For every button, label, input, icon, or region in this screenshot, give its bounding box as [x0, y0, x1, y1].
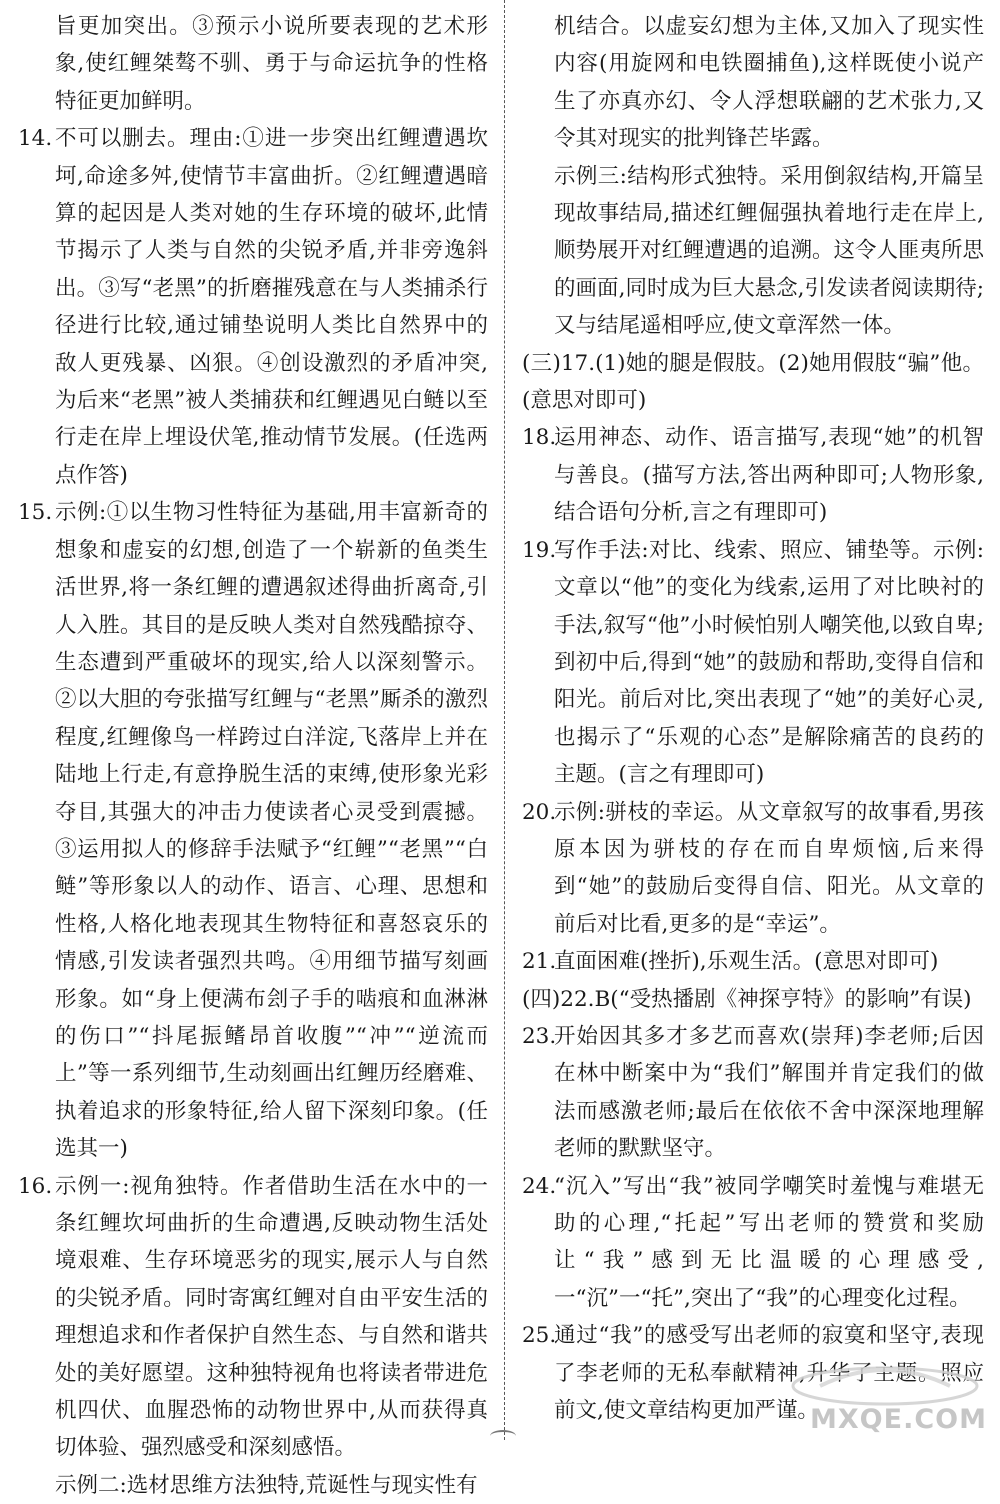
- answer-text: B(“受热播剧《神探亨特》的影响”有误): [594, 986, 972, 1012]
- answer-text: 示例:骈枝的幸运。从文章叙写的故事看,男孩原本因为骈枝的存在而自卑烦恼,后来得到“她”的鼓励后变得自信、阳光。从文章的前后对比看,更多的是“幸运”。: [554, 799, 984, 937]
- answer-text: 示例三:结构形式独特。采用倒叙结构,开篇呈现故事结局,描述红鲤倔强执着地行走在岸上,顺势展开对红鲤遭遇的追溯。这令人匪夷所思的画面,同时成为巨大悬念,引发读者阅读期待;又与结尾遥相呼应,使文章浑然一体。: [554, 163, 985, 339]
- question-number: 25.: [522, 1323, 557, 1349]
- question-number: 15.: [18, 500, 53, 526]
- answer-text: 示例:①以生物习性特征为基础,用丰富新奇的想象和虚妄的幻想,创造了一个崭新的鱼类生活世界,将一条红鲤的遭遇叙述得曲折离奇,引人入胜。其目的是反映人类对自然残酷掠夺、生态遭到严重破坏的现实,给人以深刻警示。②以大胆的夸张描写红鲤与“老黑”厮杀的激烈程度,红鲤像鸟一样跨过白洋淀,飞落岸上并在陆地上行走,有意挣脱生活的束缚,使形象光彩夺目,其强大的冲击力使读者心灵受到震撼。③运用拟人的修辞手法赋予“红鲤”“老黑”“白鲢”等形象以人的动作、语言、心理、思想和性格,人格化地表现其生物特征和喜怒哀乐的情感,引发读者强烈共鸣。④用细节描写刻画形象。如“身上便满布刽子手的啮痕和血淋淋的伤口”“抖尾振鳍昂首收腹”“冲”“逆流而上”等一系列细节,生动刻画出红鲤历经磨难、执着追求的形象特征,给人留下深刻印象。(任选其一): [55, 500, 488, 1162]
- right-column: [522, 8, 984, 1429]
- answer-24: [522, 1168, 984, 1318]
- answer-25: [522, 1317, 984, 1429]
- column-divider: [504, 0, 505, 1440]
- answer-text: “沉入”写出“我”被同学嘲笑时羞愧与难堪无助的心理,“托起”写出老师的赞赏和奖励让“我”感到无比温暖的心理感受,一“沉”一“托”,突出了“我”的心理变化过程。: [554, 1173, 984, 1311]
- answer-text: 示例二:选材思维方法独特,荒诞性与现实性有: [55, 1472, 478, 1498]
- answer-13-continuation: [18, 8, 488, 120]
- question-number: 21.: [522, 949, 557, 975]
- question-number: 20.: [522, 799, 557, 825]
- section-question-number: (四)22.: [522, 986, 595, 1012]
- page-footer-ornament: [490, 1430, 516, 1442]
- question-number: 14.: [18, 126, 53, 152]
- section-question-number: (三)17.: [522, 350, 596, 376]
- answer-text: 直面困难(挫折),乐观生活。(意思对即可): [554, 949, 939, 975]
- question-number: 16.: [18, 1173, 53, 1199]
- answer-14: [18, 120, 488, 494]
- answer-text: 开始因其多才多艺而喜欢(崇拜)李老师;后因在林中断案中为“我们”解围并肯定我们的做法而感激老师;最后在依依不舍中深深地理解老师的默默坚守。: [554, 1023, 984, 1162]
- answer-16-continuation: [522, 8, 984, 158]
- answer-16-example-three: [522, 158, 984, 345]
- left-column: [18, 8, 488, 1504]
- answer-text: 不可以删去。理由:①进一步突出红鲤遭遇坎坷,命途多舛,使情节丰富曲折。②红鲤遭遇暗算的起因是人类对她的生存环境的破坏,此情节揭示了人类与自然的尖锐矛盾,并非旁逸斜出。③写“老黑”的折磨摧残意在与人类捕杀行径进行比较,通过铺垫说明人类比自然界中的敌人更残暴、凶狠。④创设激烈的矛盾冲突,为后来“老黑”被人类捕获和红鲤遇见白鲢以至行走在岸上埋设伏笔,推动情节发展。(任选两点作答): [55, 126, 488, 488]
- question-number: 24.: [522, 1173, 557, 1199]
- answer-text: 运用神态、动作、语言描写,表现“她”的机智与善良。(描写方法,答出两种即可;人物形象,结合语句分析,言之有理即可): [554, 425, 984, 526]
- question-number: 23.: [522, 1023, 557, 1049]
- question-number: 18.: [522, 425, 557, 451]
- answer-22: [522, 981, 984, 1018]
- answer-19: [522, 532, 984, 794]
- answer-text: 写作手法:对比、线索、照应、铺垫等。示例:文章以“他”的变化为线索,运用了对比映衬的手法,叙写“他”小时候怕别人嘲笑他,以致自卑;到初中后,得到“她”的鼓励和帮助,变得自信和阳光。前后对比,突出表现了“她”的美好心灵,也揭示了“乐观的心态”是解除痛苦的良药的主题。(言之有理即可): [554, 537, 984, 788]
- answer-18: [522, 419, 984, 531]
- answer-17: [522, 345, 984, 420]
- answer-text: 通过“我”的感受写出老师的寂寞和坚守,表现了李老师的无私奉献精神,升华了主题。照应前文,使文章结构更加严谨。: [554, 1323, 984, 1424]
- answer-16-example-two: [18, 1467, 488, 1504]
- watermark-text: MXQE.COM: [810, 1404, 987, 1435]
- answer-15: [18, 494, 488, 1167]
- answer-text: (1)她的腿是假肢。(2)她用假肢“骗”他。(意思对即可): [522, 350, 984, 414]
- answer-text: 机结合。以虚妄幻想为主体,又加入了现实性内容(用旋网和电铁圈捕鱼),这样既使小说产生了亦真亦幻、令人浮想联翩的艺术张力,又令其对现实的批判锋芒毕露。: [554, 14, 984, 152]
- answer-20: [522, 794, 984, 944]
- question-number: 19.: [522, 537, 557, 563]
- answer-16: [18, 1168, 488, 1467]
- answer-text: 旨更加突出。③预示小说所要表现的艺术形象,使红鲤桀骜不驯、勇于与命运抗争的性格特征更加鲜明。: [55, 14, 488, 114]
- answer-21: [522, 943, 984, 980]
- answer-23: [522, 1018, 984, 1168]
- answer-text: 示例一:视角独特。作者借助生活在水中的一条红鲤坎坷曲折的生命遭遇,反映动物生活处境艰难、生存环境恶劣的现实,展示人与自然的尖锐矛盾。同时寄寓红鲤对自由平安生活的理想追求和作者保护自然生态、与自然和谐共处的美好愿望。这种独特视角也将读者带进危机四伏、血腥恐怖的动物世界中,从而获得真切体验、强烈感受和深刻感悟。: [55, 1173, 488, 1461]
